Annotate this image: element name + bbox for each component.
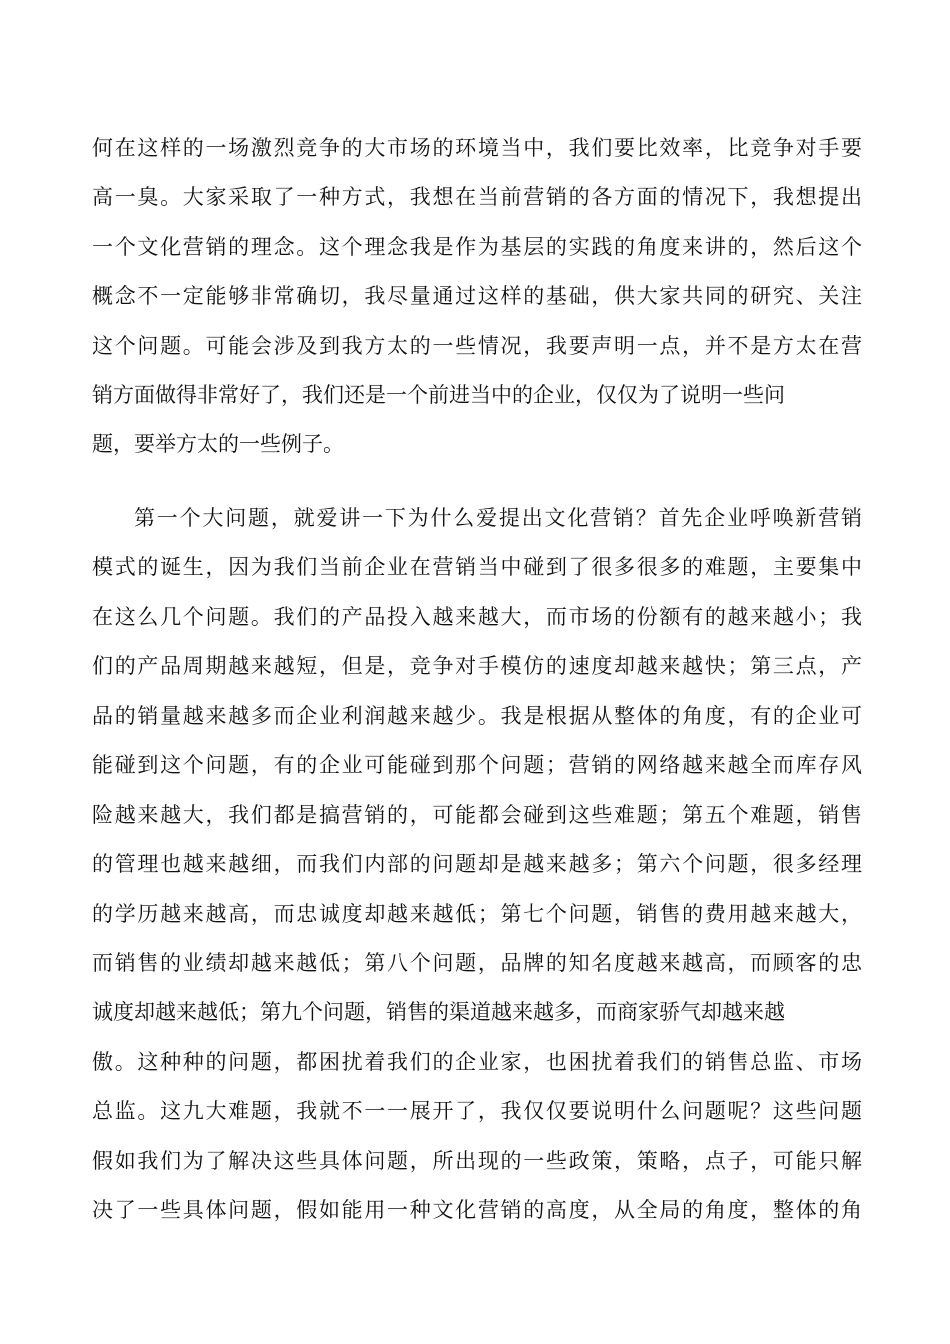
- paragraph-line: 高一臭。大家采取了一种方式，我想在当前营销的各方面的情况下，我想提出: [92, 185, 862, 209]
- paragraph-line: 模式的诞生，因为我们当前企业在营销当中碰到了很多很多的难题，主要集中: [92, 555, 862, 579]
- paragraph-line: 傲。这种种的问题，都困扰着我们的企业家，也困扰着我们的销售总监、市场: [92, 1050, 862, 1074]
- paragraph-line: 一个文化营销的理念。这个理念我是作为基层的实践的角度来讲的，然后这个: [92, 235, 862, 259]
- paragraph-line: 决了一些具体问题，假如能用一种文化营销的高度，从全局的角度，整体的角: [92, 1198, 862, 1222]
- paragraph-line: 险越来越大，我们都是搞营销的，可能都会碰到这些难题；第五个难题，销售: [92, 803, 862, 827]
- paragraph-line: 在这么几个问题。我们的产品投入越来越大，而市场的份额有的越来越小；我: [92, 605, 862, 629]
- paragraph-line: 销方面做得非常好了，我们还是一个前进当中的企业，仅仅为了说明一些问: [92, 383, 785, 407]
- paragraph-line: 的管理也越来越细，而我们内部的问题却是越来越多；第六个问题，很多经理: [92, 852, 862, 876]
- paragraph-line: 品的销量越来越多而企业利润越来越少。我是根据从整体的角度，有的企业可: [92, 704, 862, 728]
- paragraph-line: 第一个大问题，就爱讲一下为什么爱提出文化营销？首先企业呼唤新营销: [134, 506, 862, 530]
- paragraph-line: 的学历越来越高，而忠诚度却越来越低；第七个问题，销售的费用越来越大，: [92, 902, 862, 926]
- paragraph-line: 能碰到这个问题，有的企业可能碰到那个问题；营销的网络越来越全而库存风: [92, 753, 862, 777]
- paragraph-line: 总监。这九大难题，我就不一一展开了，我仅仅要说明什么问题呢？这些问题: [92, 1099, 862, 1123]
- paragraph-line: 诚度却越来越低；第九个问题，销售的渠道越来越多，而商家骄气却越来越: [92, 1000, 785, 1024]
- paragraph-line: 们的产品周期越来越短，但是，竞争对手模仿的速度却越来越快；第三点，产: [92, 654, 862, 678]
- paragraph-line: 假如我们为了解决这些具体问题，所出现的一些政策，策略，点子，可能只解: [92, 1149, 862, 1173]
- paragraph-line: 题，要举方太的一些例子。: [92, 432, 344, 456]
- paragraph-line: 而销售的业绩却越来越低；第八个问题，品牌的知名度越来越高，而顾客的忠: [92, 951, 862, 975]
- paragraph-line: 概念不一定能够非常确切，我尽量通过这样的基础，供大家共同的研究、关注: [92, 284, 862, 308]
- paragraph-line: 这个问题。可能会涉及到我方太的一些情况，我要声明一点，并不是方太在营: [92, 334, 862, 358]
- paragraph-line: 何在这样的一场激烈竞争的大市场的环境当中，我们要比效率，比竞争对手要: [92, 136, 862, 160]
